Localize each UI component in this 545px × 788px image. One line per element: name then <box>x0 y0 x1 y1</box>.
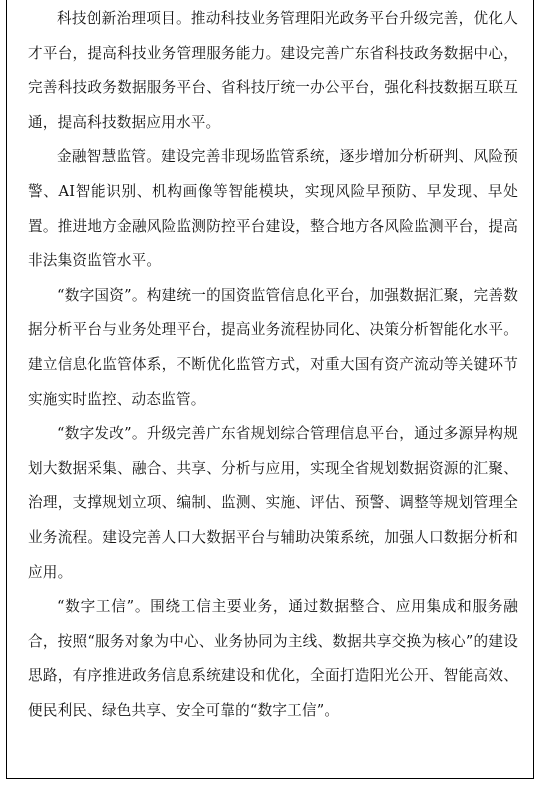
paragraph-finance-supervision: 金融智慧监管。建设完善非现场监管系统，逐步增加分析研判、风险预警、AI智能识别、机构画像等智能模块，实现风险早预防、早发现、早处置。推进地方金融风险监测防控平台建设，整合地方各风险监测平台，提高非法集资监管水平。 <box>28 148 518 270</box>
paragraph-tech-innovation: 科技创新治理项目。推动科技业务管理阳光政务平台升级完善，优化人才平台，提高科技业务管理服务能力。建设完善广东省科技政务数据中心，完善科技政务数据服务平台、省科技厅统一办公平台，强化科技数据互联互通，提高科技数据应用水平。 <box>28 10 518 131</box>
paragraph-digital-development-reform: “数字发改”。升级完善广东省规划综合管理信息平台，通过多源异构规划大数据采集、融合、共享、分析与应用，实现全省规划数据资源的汇聚、治理，支撑规划立项、编制、监测、实施、评估、预警、调整等规划管理全业务流程。建设完善人口大数据平台与辅助决策系统，加强人口数据分析和应用。 <box>28 425 518 581</box>
paragraph-digital-state-assets: “数字国资”。构建统一的国资监管信息化平台，加强数据汇聚，完善数据分析平台与业务处理平台，提高业务流程协同化、决策分析智能化水平。建立信息化监管体系，不断优化监管方式，对重大国有资产流动等关键环节实施实时监控、动态监管。 <box>28 286 518 408</box>
document-body <box>28 2 518 728</box>
paragraph-digital-industry-it: “数字工信”。围绕工信主要业务，通过数据整合、应用集成和服务融合，按照“服务对象为中心、业务协同为主线、数据共享交换为核心”的建设思路，有序推进政务信息系统建设和优化，全面打造阳光公开、智能高效、便民利民、绿色共享、安全可靠的“数字工信”。 <box>28 598 518 719</box>
